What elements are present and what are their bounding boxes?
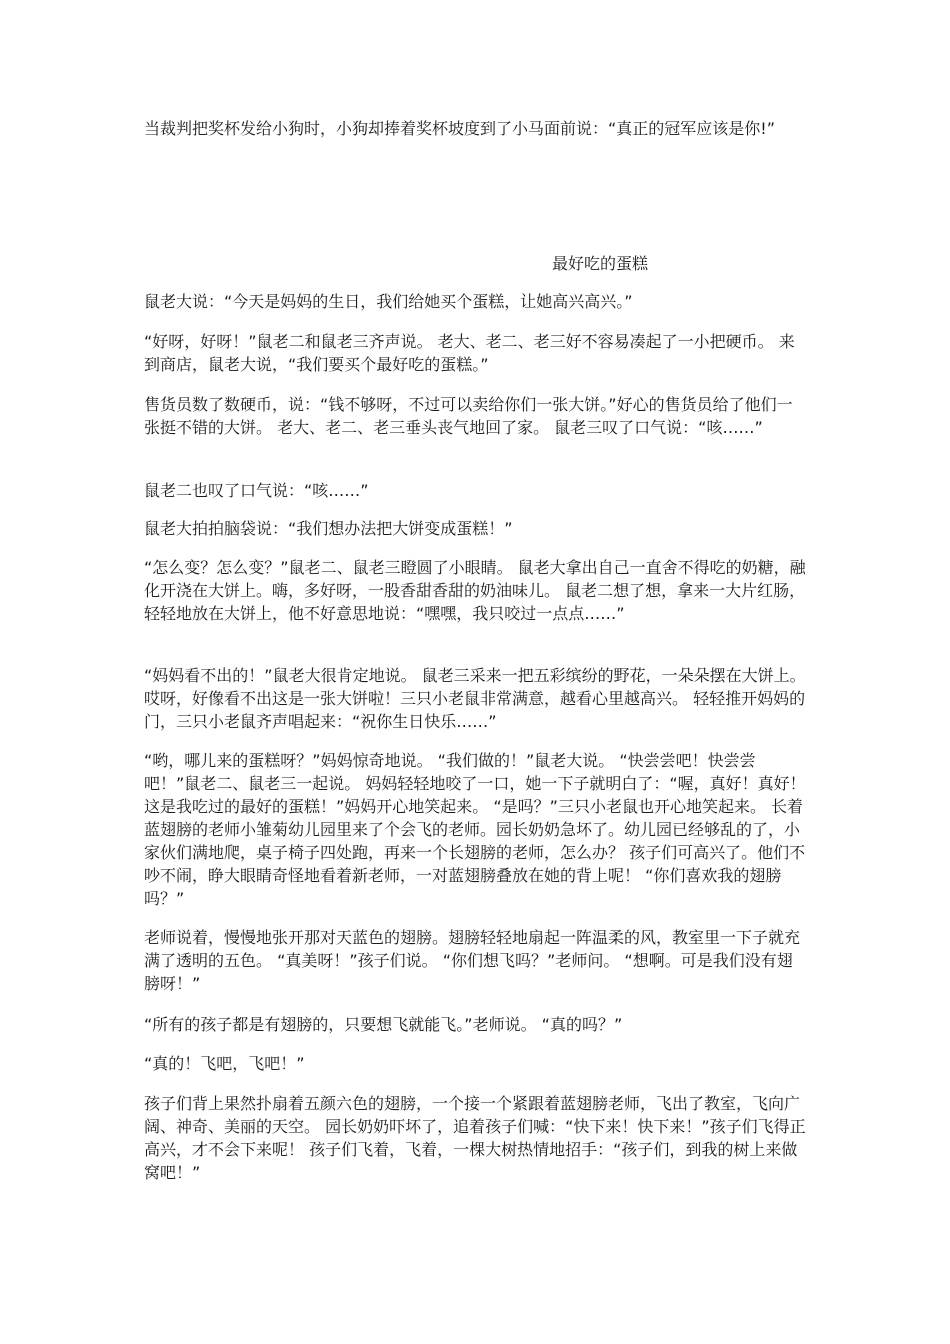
paragraph-9: 老师说着，慢慢地张开那对天蓝色的翅膀。翅膀轻轻地扇起一阵温柔的风，教室里一下子就充满了透明的五色。 “真美呀！”孩子们说。 “你们想飞吗？”老师问。 “想啊。可是我们没有翅膀呀！” bbox=[144, 928, 801, 993]
paragraph-11: “真的！飞吧，飞吧！” bbox=[144, 1054, 305, 1073]
story-title: 最好吃的蛋糕 bbox=[552, 254, 649, 273]
paragraph-1: 鼠老大说：“今天是妈妈的生日，我们给她买个蛋糕，让她高兴高兴。” bbox=[144, 292, 633, 311]
paragraph-7: “妈妈看不出的！”鼠老大很肯定地说。 鼠老三采来一把五彩缤纷的野花，一朵朵摆在大饼上。 哎呀，好像看不出这是一张大饼啦！三只小老鼠非常满意，越看心里越高兴。 轻轻推开妈妈的门，三只小老鼠齐声唱起来：“祝你生日快乐……” bbox=[144, 666, 811, 731]
paragraph-8: “哟，哪儿来的蛋糕呀？”妈妈惊奇地说。 “我们做的！”鼠老大说。 “快尝尝吧！快尝尝吧！”鼠老二、鼠老三一起说。 妈妈轻轻地咬了一口，她一下子就明白了：“喔，真好！真好！这是我吃过的最好的蛋糕！”妈妈开心地笑起来。 “是吗？”三只小老鼠也开心地笑起来。 长着蓝翅膀的老师小雏菊幼儿园里来了个会飞的老师。园长奶奶急坏了。幼儿园已经够乱的了，小家伙们满地爬，桌子椅子四处跑，再来一个长翅膀的老师，怎么办？ 孩子们可高兴了。他们不吵不闹，睁大眼睛奇怪地看着新老师，一对蓝翅膀叠放在她的背上呢！ “你们喜欢我的翅膀吗？” bbox=[144, 751, 806, 908]
paragraph-5: 鼠老大拍拍脑袋说：“我们想办法把大饼变成蛋糕！” bbox=[144, 519, 513, 538]
paragraph-6: “怎么变？怎么变？”鼠老二、鼠老三瞪圆了小眼睛。 鼠老大拿出自己一直舍不得吃的奶糖，融化开浇在大饼上。嗨，多好呀，一股香甜香甜的奶油味儿。 鼠老二想了想，拿来一大片红肠，轻轻地放在大饼上，他不好意思地说：“嘿嘿，我只咬过一点点……” bbox=[144, 558, 806, 623]
intro-paragraph: 当裁判把奖杯发给小狗时，小狗却捧着奖杯坡度到了小马面前说：“真正的冠军应该是你!” bbox=[144, 119, 775, 138]
paragraph-2: “好呀，好呀！”鼠老二和鼠老三齐声说。 老大、老二、老三好不容易凑起了一小把硬币。 来到商店，鼠老大说，“我们要买个最好吃的蛋糕。” bbox=[144, 332, 795, 374]
paragraph-12: 孩子们背上果然扑扇着五颜六色的翅膀，一个接一个紧跟着蓝翅膀老师，飞出了教室，飞向广阔、神奇、美丽的天空。 园长奶奶吓坏了，追着孩子们喊：“快下来！快下来！”孩子们飞得正高兴，才不会下来呢！ 孩子们飞着，飞着，一棵大树热情地招手：“孩子们，到我的树上来做窝吧！” bbox=[144, 1094, 806, 1182]
paragraph-4: 鼠老二也叹了口气说：“咳……” bbox=[144, 481, 369, 500]
paragraph-10: “所有的孩子都是有翅膀的，只要想飞就能飞。”老师说。 “真的吗？” bbox=[144, 1015, 623, 1034]
paragraph-3: 售货员数了数硬币，说：“钱不够呀，不过可以卖给你们一张大饼。”好心的售货员给了他们一张挺不错的大饼。 老大、老二、老三垂头丧气地回了家。 鼠老三叹了口气说：“咳……” bbox=[144, 395, 793, 437]
